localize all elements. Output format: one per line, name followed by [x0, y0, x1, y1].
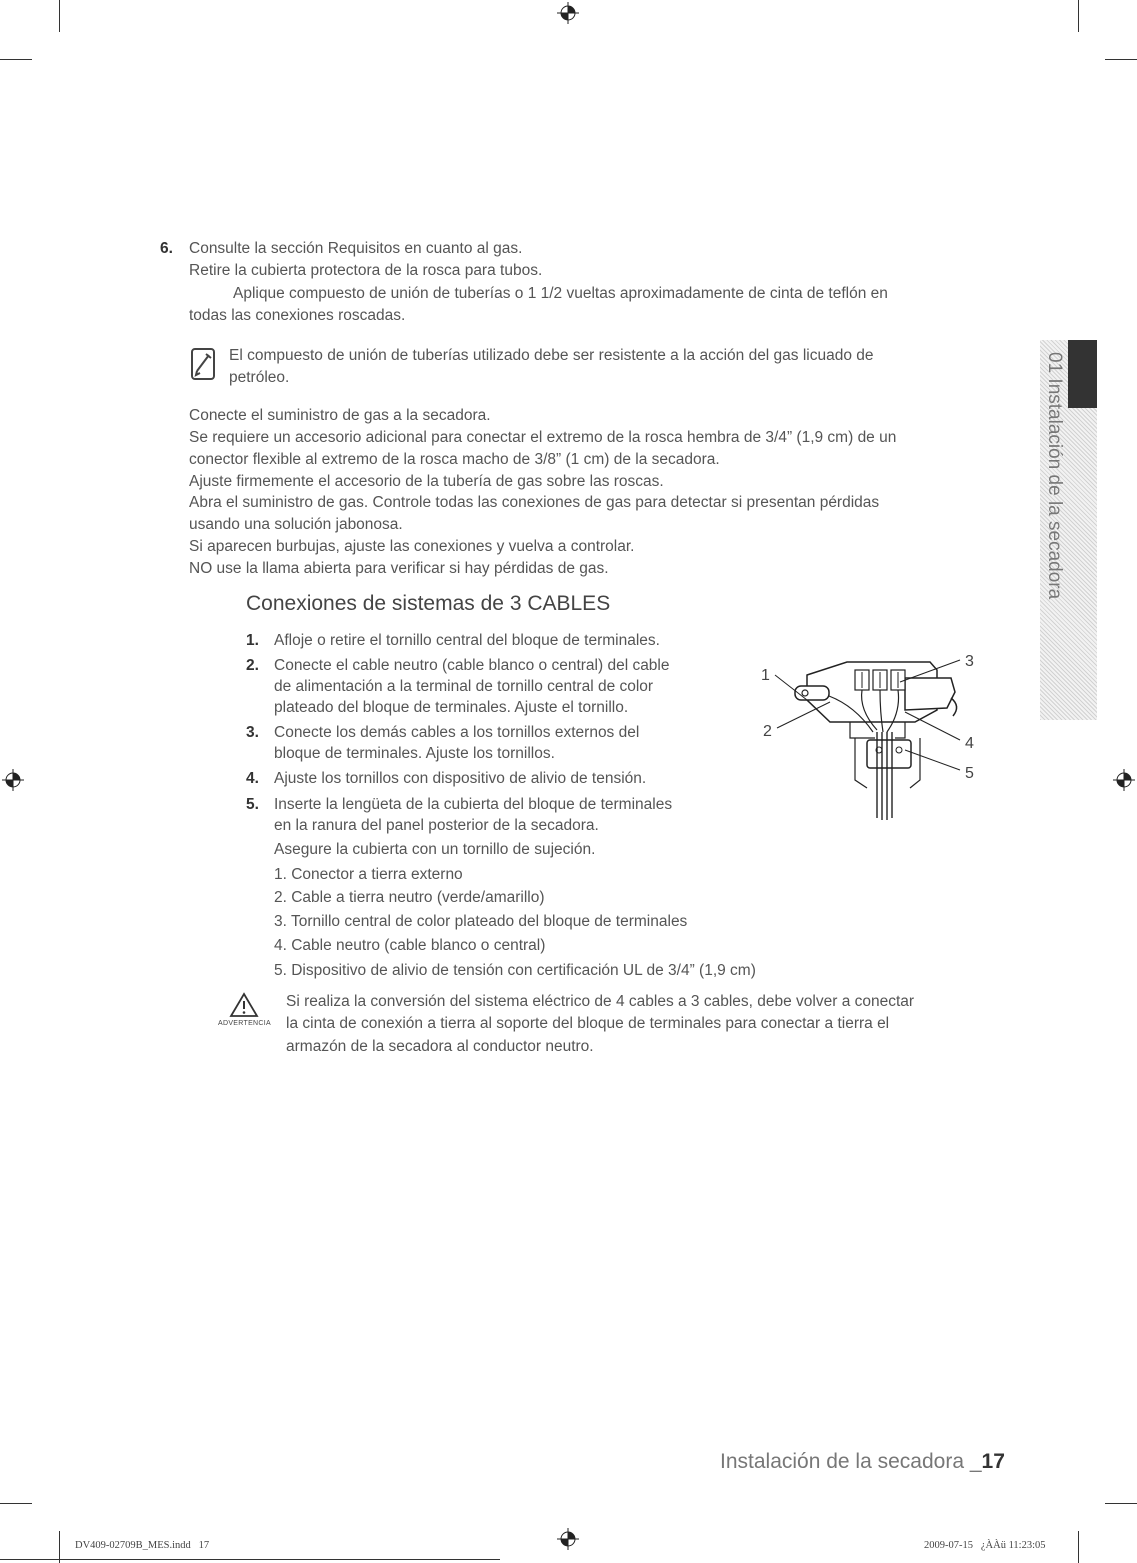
step-line: Conecte los demás cables a los tornillos externos del	[274, 724, 640, 741]
legend-item: 1. Conector a tierra externo	[274, 866, 463, 883]
terminal-block-diagram	[755, 640, 995, 830]
warning-line: Si realiza la conversión del sistema eléctrico de 4 cables a 3 cables, debe volver a conectar	[286, 993, 915, 1010]
warning-icon	[229, 992, 259, 1018]
step-line: Inserte la lengüeta de la cubierta del bloque de terminales	[274, 796, 673, 813]
diagram-callout: 5	[965, 765, 974, 782]
side-tab-label: 01 Instalación de la secadora	[1044, 352, 1065, 600]
step-line: Asegure la cubierta con un tornillo de sujeción.	[274, 841, 596, 858]
step-line: plateado del bloque de terminales. Ajuste el tornillo.	[274, 699, 629, 716]
note-icon	[190, 347, 216, 381]
diagram-callout: 2	[763, 723, 772, 740]
crop-mark	[1078, 1531, 1079, 1563]
diagram-callout: 1	[761, 667, 770, 684]
step-6-line: Se requiere un accesorio adicional para conectar el extremo de la rosca hembra de 3/4” (1,9 cm) de un	[189, 429, 897, 446]
step-line: bloque de terminales. Ajuste los tornillos.	[274, 745, 555, 762]
step-number: 1.	[246, 632, 259, 649]
step-line: de alimentación a la terminal de tornillo central de color	[274, 678, 654, 695]
step-number: 3.	[246, 724, 259, 741]
step-6-line: Conecte el suministro de gas a la secadora.	[189, 407, 491, 424]
legend-item: 2. Cable a tierra neutro (verde/amarillo)	[274, 889, 545, 906]
step-6-line: Consulte la sección Requisitos en cuanto al gas.	[189, 240, 523, 257]
crop-mark	[0, 59, 32, 60]
step-6-line: Retire la cubierta protectora de la rosca para tubos.	[189, 262, 543, 279]
step-line: en la ranura del panel posterior de la secadora.	[274, 817, 599, 834]
bottom-rule	[0, 1559, 500, 1560]
note-line: El compuesto de unión de tuberías utilizado debe ser resistente a la acción del gas licuado de	[229, 347, 874, 364]
step-line: Ajuste los tornillos con dispositivo de alivio de tensión.	[274, 770, 647, 787]
step-6-line: todas las conexiones roscadas.	[189, 307, 406, 324]
imprint-file: DV409-02709B_MES.indd 17	[75, 1540, 210, 1551]
step-number: 2.	[246, 657, 259, 674]
diagram-callout: 4	[965, 735, 974, 752]
step-6-line: Aplique compuesto de unión de tuberías o 1 1/2 vueltas aproximadamente de cinta de teflón en	[233, 285, 888, 302]
warning-label: ADVERTENCIA	[218, 1020, 271, 1027]
step-line: Conecte el cable neutro (cable blanco o central) del cable	[274, 657, 670, 674]
step-6-line: conector flexible al extremo de la rosca macho de 3/8” (1 cm) de la secadora.	[189, 451, 720, 468]
note-line: petróleo.	[229, 369, 290, 386]
section-heading: Conexiones de sistemas de 3 CABLES	[246, 592, 611, 615]
step-line: Afloje o retire el tornillo central del bloque de terminales.	[274, 632, 660, 649]
step-6-line: Abra el suministro de gas. Controle todas las conexiones de gas para detectar si presentan pérdidas	[189, 494, 880, 511]
diagram-callout: 3	[965, 653, 974, 670]
step-6-line: Si aparecen burbujas, ajuste las conexiones y vuelva a controlar.	[189, 538, 635, 555]
registration-mark-icon	[557, 2, 579, 24]
legend-item: 5. Dispositivo de alivio de tensión con certificación UL de 3/4” (1,9 cm)	[274, 962, 756, 979]
step-6-line: NO use la llama abierta para verificar si hay pérdidas de gas.	[189, 560, 609, 577]
step-6-line: usando una solución jabonosa.	[189, 516, 403, 533]
registration-mark-icon	[1113, 769, 1135, 791]
crop-mark	[1078, 0, 1079, 32]
crop-mark	[1105, 59, 1137, 60]
crop-mark	[1105, 1503, 1137, 1504]
step-number: 6.	[160, 240, 173, 257]
legend-item: 4. Cable neutro (cable blanco o central)	[274, 937, 546, 954]
step-number: 5.	[246, 796, 259, 813]
step-number: 4.	[246, 770, 259, 787]
page-number: 17	[981, 1450, 1005, 1473]
imprint-date: 2009-07-15 ¿ÀÀü 11:23:05	[924, 1540, 1046, 1551]
page-footer	[720, 1450, 1005, 1474]
footer-title: Instalación de la secadora _	[720, 1450, 982, 1473]
crop-mark	[0, 1503, 32, 1504]
registration-mark-icon	[2, 769, 24, 791]
warning-line: la cinta de conexión a tierra al soporte del bloque de terminales para conectar a tierra el	[286, 1015, 890, 1032]
crop-mark	[59, 0, 60, 32]
step-6-line: Ajuste firmemente el accesorio de la tubería de gas sobre las roscas.	[189, 473, 664, 490]
registration-mark-icon	[557, 1528, 579, 1550]
legend-item: 3. Tornillo central de color plateado del bloque de terminales	[274, 913, 688, 930]
side-tab-marker	[1068, 340, 1097, 408]
warning-line: armazón de la secadora al conductor neutro.	[286, 1038, 594, 1055]
